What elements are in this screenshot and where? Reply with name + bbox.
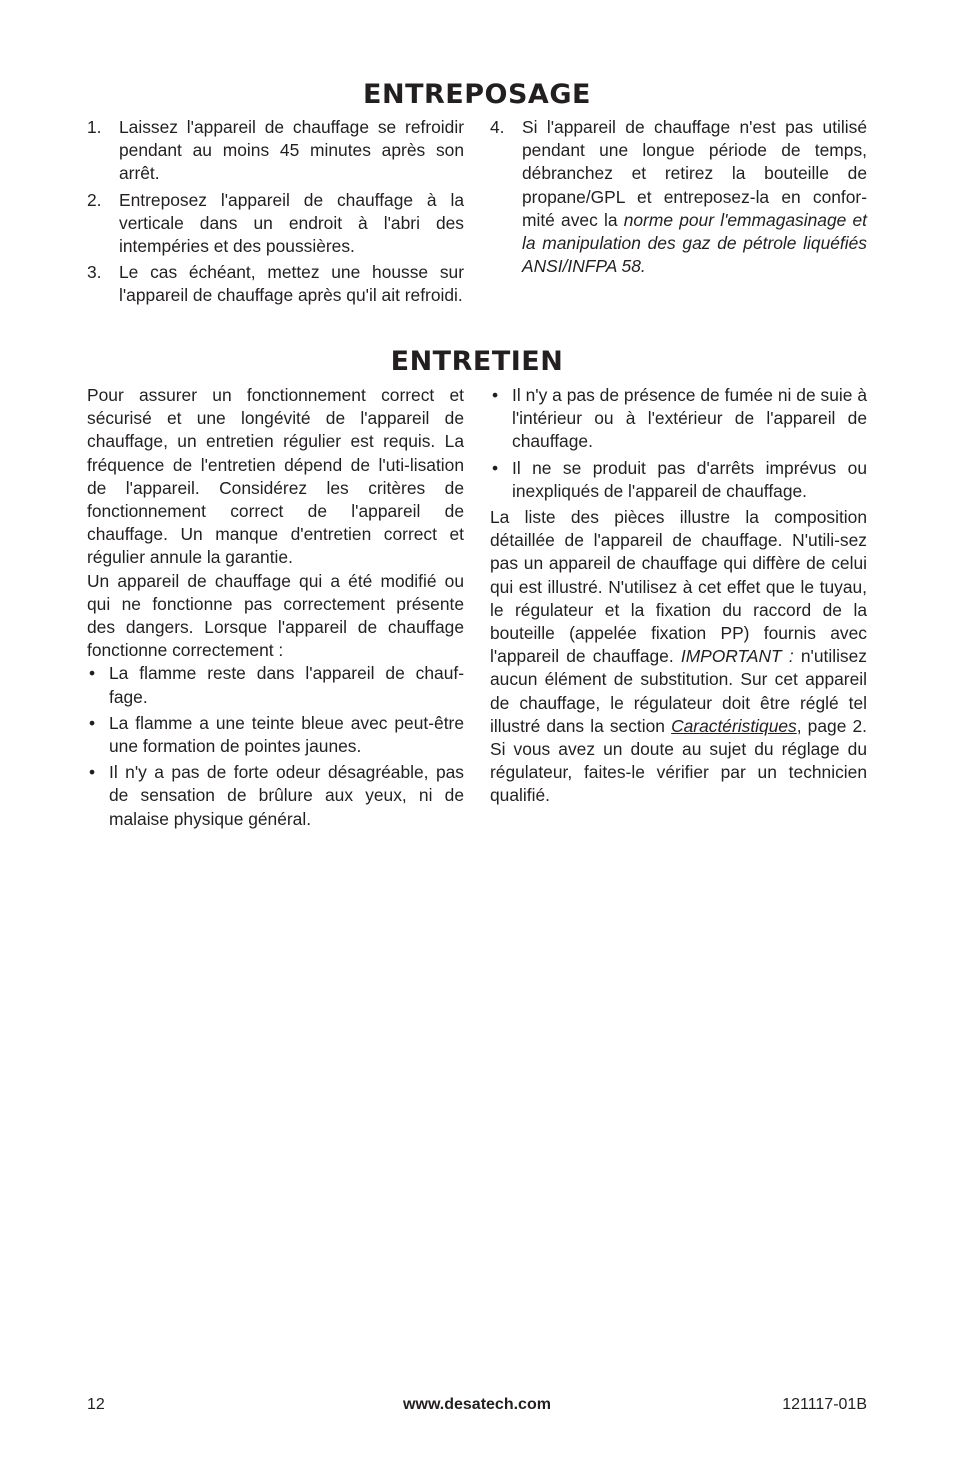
- step-number: 2.: [87, 189, 102, 210]
- modified-warning: Un appareil de chauffage qui a été modifié ou qui ne fonctionne pas correctement présente des dangers. Lorsque l'appareil de chauffage fonctionne correctement :: [87, 570, 464, 661]
- bullet-marker: •: [89, 712, 96, 733]
- step-number: 3.: [87, 262, 102, 283]
- bullet-text: La flamme a une teinte bleue avec peut-être une formation de pointes jaunes.: [109, 712, 464, 757]
- bullet-marker: •: [89, 663, 96, 684]
- step-number: 4.: [490, 117, 505, 137]
- bullet-marker: •: [89, 762, 96, 783]
- document-code: 121117-01B: [782, 1396, 867, 1413]
- storage-right-column: [490, 116, 867, 278]
- bullet-item: [87, 662, 464, 708]
- parts-text: , page 2. Si vous avez un doute au sujet du réglage du régulateur, faites-le vérifier par un technicien qualifié.: [490, 715, 867, 806]
- bullet-item: [87, 761, 464, 831]
- bullet-item: [87, 712, 464, 758]
- important-label: IMPORTANT :: [680, 646, 794, 667]
- bullet-text: Il n'y a pas de présence de fumée ni de suie à l'intérieur ou à l'extérieur de l'appareil de chauffage.: [512, 385, 867, 452]
- website-url[interactable]: www.desatech.com: [403, 1396, 551, 1413]
- step-text: Entreposez l'appareil de chauffage à la verticale dans un endroit à l'abri des intempéries et des poussières.: [119, 189, 464, 257]
- maintenance-right-column: [490, 384, 867, 808]
- step-number: 1.: [87, 117, 102, 137]
- storage-step-1: [87, 116, 464, 186]
- page-number: 12: [87, 1396, 105, 1413]
- bullet-text: Il n'y a pas de forte odeur désagréable, pas de sensation de brûlure aux yeux, ni de malaise physique général.: [109, 762, 464, 829]
- bullet-marker: •: [492, 457, 499, 478]
- bullet-text: La flamme reste dans l'appareil de chauf-fage.: [109, 663, 464, 707]
- storage-heading: ENTREPOSAGE: [363, 79, 591, 110]
- maintenance-left-column: [87, 384, 464, 831]
- step-text: Laissez l'appareil de chauffage se refroidir pendant au moins 45 minutes après son arrêt.: [119, 117, 464, 184]
- storage-step-2: [87, 189, 464, 259]
- standard-reference: norme pour l'emmagasinage et la manipulation des gaz de pétrole liquéfiés ANSI/INFPA 58.: [522, 209, 867, 277]
- parts-list-paragraph: [490, 506, 867, 808]
- bullet-item: [490, 384, 867, 454]
- storage-step-3: [87, 261, 464, 307]
- parts-text: La liste des pièces illustre la composition détaillée de l'appareil de chauffage. N'utili-sez pas un appareil de chauffage qui diffère de celui qui est illustré. N'utilisez à cet effet que le tuyau, le régulateur et la fixation du raccord de la bouteille (appelée fixation PP) fournis avec l'appareil de chauffage.: [490, 507, 867, 667]
- maintenance-heading: ENTRETIEN: [390, 346, 564, 377]
- maintenance-intro: Pour assurer un fonctionnement correct et sécurisé et une longévité de l'appareil de chauffage, un entretien régulier est requis. La fréquence de l'entretien dépend de l'uti-lisation de l'appareil. Considérez les critères de fonctionnement correct de l'appareil de chauffage. Un manque d'entretien correct et régulier annule la garantie.: [87, 385, 464, 568]
- step-text: Si l'appareil de chauffage n'est pas utilisé pendant une longue période de temps, débranchez et retirez la bouteille de propane/GPL et entreposez-la en confor-mité avec la: [522, 117, 867, 230]
- parts-text: n'utilisez aucun élément de substitution. Sur cet appareil de chauffage, le régulateur doit être réglé tel illustré dans la section: [490, 646, 867, 736]
- step-text: Le cas échéant, mettez une housse sur l'appareil de chauffage après qu'il ait refroidi.: [119, 262, 464, 306]
- bullet-marker: •: [492, 385, 499, 405]
- specifications-link[interactable]: Caractéristiques: [671, 715, 797, 736]
- bullet-text: Il ne se produit pas d'arrêts imprévus ou inexpliqués de l'appareil de chauffage.: [512, 457, 867, 501]
- storage-left-column: [87, 116, 464, 308]
- storage-step-4: [490, 116, 867, 278]
- bullet-item: [490, 457, 867, 503]
